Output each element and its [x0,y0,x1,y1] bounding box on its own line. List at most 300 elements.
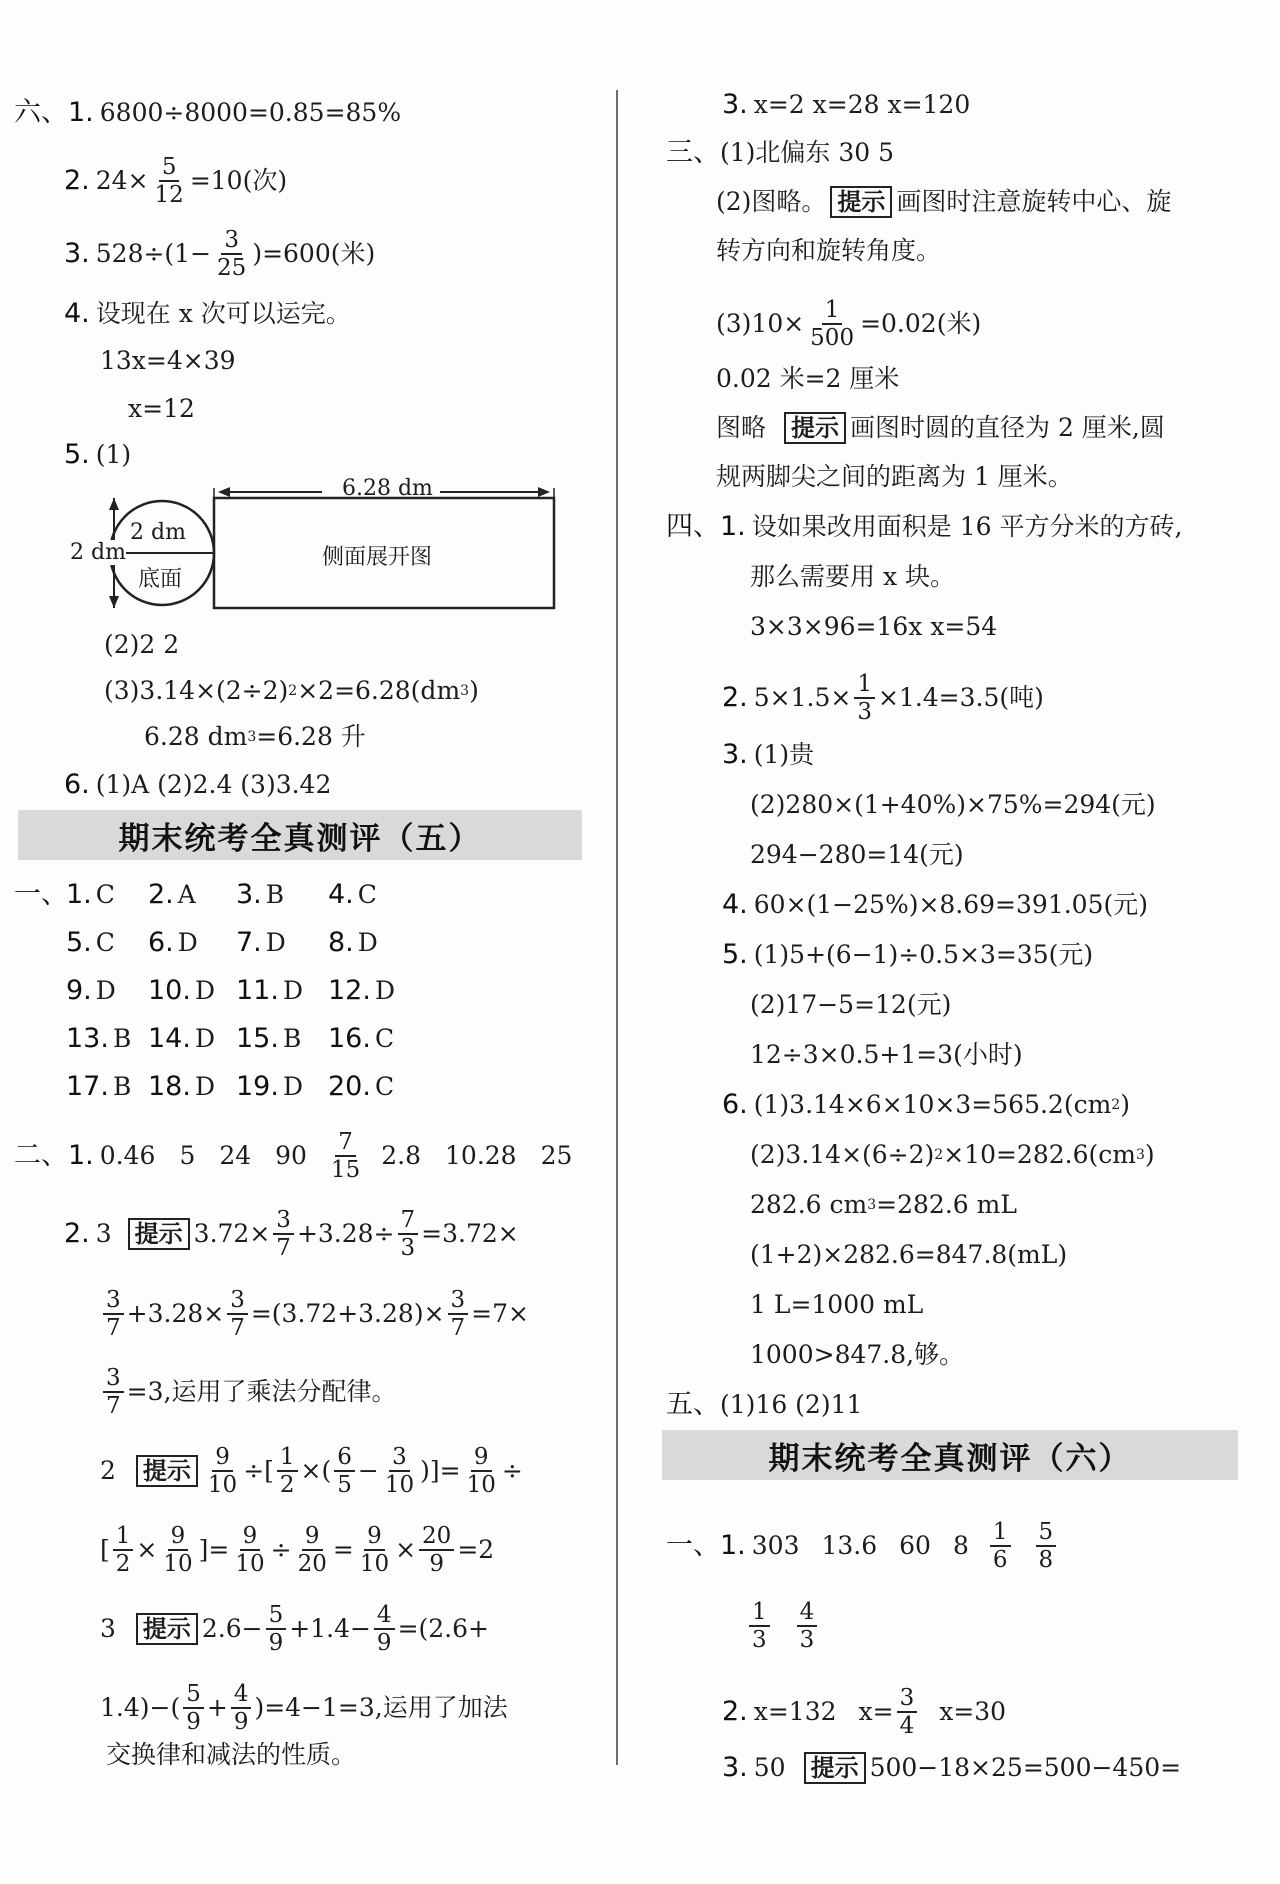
answer-value: D [194,976,215,1005]
base-label: 底面 [138,567,183,592]
frac-den: 7 [450,1315,466,1341]
answer-value: C [357,880,377,909]
item-number: 16. [328,1023,371,1054]
item-number: 3. [236,879,262,910]
arrow-up-icon [109,498,119,510]
item-number: 1. [68,97,94,128]
frac-den: 3 [799,1627,815,1653]
frac-num: 20 [419,1524,454,1551]
expr-part: (1)3.14×6×10×3=565.2(cm [753,1090,1112,1119]
expr-part: − [357,1456,379,1485]
frac-den: 10 [235,1551,265,1577]
item-text: 画图时注意旋转中心、旋 [896,187,1172,216]
answer-value: 8 [952,1531,969,1560]
item-number: 2. [722,1696,748,1727]
frac-den: 3 [857,699,872,725]
expr-part: ×1.4=3.5(吨) [877,683,1044,712]
frac-num: 7 [335,1130,356,1157]
frac-num: 5 [1036,1520,1057,1547]
fraction [990,1520,1011,1572]
equation: 12÷3×0.5+1=3(小时) [750,1040,1023,1069]
equation: 3×3×96=16x x=54 [750,612,998,641]
choice-answer [66,976,148,1006]
frac-num: 9 [212,1445,233,1472]
choice-answer [328,1072,418,1102]
p4-item6-l3 [750,1190,1017,1220]
answer-value: D [265,928,286,957]
expr-part: 1.4)−( [100,1693,181,1722]
exponent: 2 [934,1147,944,1163]
expr-part: =3,运用了乘法分配律。 [126,1377,397,1406]
item-number: 3. [722,89,748,120]
expr-part: ) [1120,1090,1130,1119]
frac-den: 9 [268,1630,284,1656]
answer-value: D [194,1024,215,1053]
section-marker: 一、 [14,879,68,910]
fraction [419,1524,454,1576]
answer-value: C [374,1072,395,1101]
frac-num: 5 [266,1603,287,1630]
hint-box: 提示 [128,1218,190,1250]
choice-answer [236,976,328,1006]
expr-part: =2 [457,1535,495,1564]
item-number: 6. [148,927,174,958]
frac-den: 25 [217,255,247,281]
fraction [382,1445,417,1497]
fraction [227,1288,248,1340]
choice-answer [236,928,328,958]
frac-den: 20 [297,1551,327,1577]
expr-part: =6.28 升 [256,722,366,751]
item-number: 1. [720,1530,746,1561]
frac-num: 1 [113,1524,134,1551]
fraction [266,1603,287,1655]
frac-den: 2 [279,1472,295,1498]
choice-answer [148,928,236,958]
q61-item1 [666,1520,1059,1572]
frac-den: 9 [429,1551,444,1577]
section-marker: 三、 [666,137,720,168]
equation: 13x=4×39 [100,346,236,375]
exponent: 3 [1135,1147,1145,1163]
expr-part: 2.6− [201,1614,263,1643]
answer-value: C [95,880,115,909]
answer-value: D [95,976,116,1005]
choice-answer [236,1024,328,1054]
frac-num: 3 [389,1445,410,1472]
item-number: 2. [64,1218,90,1249]
equation: x=132 [753,1697,837,1726]
item-text: 转方向和旋转角度。 [716,236,942,265]
height-label: 2 dm [70,540,126,565]
frac-num: 1 [822,298,843,325]
choice-answer [148,880,236,910]
exponent: 2 [288,683,298,699]
answer-value: 303 [751,1531,800,1560]
item-number: 5. [722,939,748,970]
q61-item3 [722,1752,1181,1784]
p2-item1 [14,1130,572,1182]
exponent: 3 [247,729,257,745]
item-number: 3. [722,1752,748,1783]
answer-value: D [374,976,395,1005]
p3-s1 [666,138,894,168]
item-number: 8. [328,927,354,958]
expr-part: (2)3.14×(6÷2) [750,1140,935,1169]
expr-part: =10(次) [189,166,288,195]
frac-num: 6 [334,1445,355,1472]
frac-num: 4 [231,1682,252,1709]
equation: 294−280=14(元) [750,840,964,869]
answer-value: 3 [95,1219,112,1248]
fraction [295,1524,330,1576]
fraction [273,1208,294,1260]
fraction [113,1524,134,1576]
p2-item2-b-line1 [100,1445,523,1497]
frac-num: 3 [103,1288,124,1315]
frac-num: 3 [103,1366,124,1393]
equation: x=30 [939,1697,1007,1726]
frac-num: 1 [990,1520,1011,1547]
answer-value: A [177,880,196,909]
expr-part: =(3.72+3.28)× [250,1299,445,1328]
q6-item3 [64,228,375,280]
expr-part: 528÷(1− [95,239,212,268]
frac-den: 7 [230,1315,245,1341]
p2-item2-line3 [100,1366,396,1418]
item-number: 6. [722,1089,748,1120]
item-number: 2. [64,165,90,196]
answer-value: B [112,1072,132,1101]
item-number: 2. [148,879,174,910]
item-number: 11. [236,975,279,1006]
section-marker: 五、 [666,1389,720,1420]
sub-answer [104,676,479,706]
equation: x= [858,1697,894,1726]
answer-value: C [374,1024,395,1053]
expr-part: ÷ [501,1456,523,1485]
fraction [183,1682,204,1734]
answer-value: C [95,928,115,957]
fraction [464,1445,499,1497]
frac-den: 10 [207,1472,238,1498]
answer-value: D [177,928,198,957]
fraction [103,1288,124,1340]
q6-item4 [64,299,351,329]
hint-box: 提示 [136,1613,198,1645]
cylinder-net-diagram [70,470,570,620]
item-number: 4. [64,298,90,329]
frac-den: 8 [1038,1547,1054,1573]
p2-item2-c-line1 [100,1603,489,1655]
p3-s3-note [716,412,1165,444]
expr-part: )]= [420,1456,461,1485]
item-number: 7. [236,927,262,958]
expr-part: ) [469,676,479,705]
equation: 1 L=1000 mL [750,1290,924,1319]
item-number: 4. [328,879,354,910]
item-text: (1)贵 [753,740,815,769]
item-text: (1)A (2)2.4 (3)3.42 [95,770,332,799]
p4-item4 [722,890,1148,920]
fraction [328,1130,363,1182]
frac-den: 10 [359,1551,390,1577]
choice-answers-grid [66,880,418,1102]
item-number: 9. [66,975,92,1006]
item-number: 12. [328,975,371,1006]
section-banner: 期末统考全真测评（六） [662,1430,1238,1480]
frac-den: 7 [276,1235,291,1261]
choice-answer [148,976,236,1006]
expr-part: ×( [300,1456,332,1485]
frac-num: 9 [471,1445,492,1472]
expr-part: +3.28× [126,1299,225,1328]
equation: 60×(1−25%)×8.69=391.05(元) [753,890,1148,919]
answer-value: 10.28 [445,1141,517,1170]
expr-part: ÷[ [243,1456,274,1485]
p2-item2-b-line2 [100,1524,494,1576]
expr-part: × [136,1535,158,1564]
item-number: 3. [722,739,748,770]
answer-value: D [194,1072,215,1101]
top-item3 [722,90,970,120]
item-number: 5. [64,439,90,470]
answer-value: 13.6 [821,1531,878,1560]
fraction [214,228,249,280]
expr-part: = [332,1535,354,1564]
item-text: (1)北偏东 30 5 [720,138,895,167]
answer-value: 2.8 [381,1141,422,1170]
answer-value: B [112,1024,132,1053]
answer-value: 25 [540,1141,573,1170]
equation: 500−18×25=500−450= [869,1753,1182,1782]
item-text: 0.02 米=2 厘米 [716,364,900,393]
fraction [398,1208,419,1260]
expr-part: + [206,1693,228,1722]
fraction [205,1445,240,1497]
answer-value: B [282,1024,302,1053]
frac-num: 3 [221,228,242,255]
frac-den: 2 [115,1551,131,1577]
fraction [231,1682,252,1734]
frac-num: 7 [398,1208,419,1235]
fraction [160,1524,195,1576]
p5 [666,1390,862,1420]
expr-part: 3.72× [193,1219,271,1248]
frac-den: 5 [337,1472,352,1498]
frac-den: 500 [810,325,855,351]
expr-part: ×2=6.28(dm [297,676,461,705]
arrow-left-icon [218,487,230,497]
item-text: 那么需要用 x 块。 [750,562,955,591]
answer-value: D [357,928,378,957]
frac-den: 3 [400,1235,416,1261]
column-divider [616,90,618,1765]
fraction [854,672,875,724]
frac-den: 15 [330,1157,361,1183]
section-marker: 一、 [666,1530,720,1561]
fraction [374,1603,395,1655]
fraction [232,1524,267,1576]
expr-part: =7× [471,1299,529,1328]
equation: (1+2)×282.6=847.8(mL) [750,1240,1068,1269]
fraction [152,155,187,207]
choice-answer [148,1072,236,1102]
fraction [357,1524,392,1576]
choice-answer [66,880,148,910]
answer-value: 5 [179,1141,196,1170]
fraction [749,1600,770,1652]
sub-answer [144,722,366,752]
frac-den: 3 [752,1627,767,1653]
expr-part: [ [100,1535,110,1564]
fraction [897,1686,918,1738]
item-number: 1. [68,1140,94,1171]
fraction [334,1445,355,1497]
item-number: 14. [148,1023,191,1054]
q6-item6 [64,770,331,800]
q61-item1-line2 [746,1600,820,1652]
expr-part: (3)3.14×(2÷2) [104,676,289,705]
answer-value: 24 [219,1141,252,1170]
expr-part: =(2.6+ [397,1614,489,1643]
p4-item6-l2 [750,1140,1155,1170]
p2-item2-c-line2 [100,1682,508,1734]
equation: (2)280×(1+40%)×75%=294(元) [750,790,1156,819]
expr-part: 24× [95,166,149,195]
item-number: 15. [236,1023,279,1054]
p3-s2 [716,186,1171,218]
item-number: 2. [722,682,748,713]
expr-part: ]= [198,1535,230,1564]
hint-box: 提示 [136,1455,198,1487]
section-marker: 二、 [14,1140,68,1171]
answer-value: B [265,880,285,909]
hint-box: 提示 [830,186,892,218]
frac-num: 1 [277,1445,298,1472]
item-text: 6800÷8000=0.85=85% [99,98,402,127]
p1-marker-line [14,880,68,910]
equation: (1)5+(6−1)÷0.5×3=35(元) [753,940,1094,969]
explanation-text: 交换律和减法的性质。 [106,1740,357,1769]
frac-den: 10 [466,1472,496,1498]
expr-part: )=600(米) [252,239,376,268]
equation: 1000>847.8,够。 [750,1340,965,1369]
fraction [1036,1520,1057,1572]
answer-value: 3 [100,1614,116,1643]
frac-den: 10 [384,1472,415,1498]
choice-answer [328,880,418,910]
item-number: 17. [66,1071,109,1102]
frac-num: 4 [374,1603,395,1630]
frac-num: 1 [749,1600,770,1627]
expr-part: =0.02(米) [860,309,982,338]
expr-part: ×10=282.6(cm [943,1140,1136,1169]
choice-answer [328,976,418,1006]
frac-num: 5 [159,155,180,182]
frac-den: 4 [899,1713,915,1739]
expr-part: )=4−1=3,运用了加法 [254,1693,508,1722]
expr-part: 6.28 dm [144,722,248,751]
answer-value: 2 [100,1456,116,1485]
frac-den: 6 [992,1547,1008,1573]
hint-box: 提示 [784,412,846,444]
expr-part: ) [1144,1140,1155,1169]
item-text: 设现在 x 次可以运完。 [95,299,351,328]
expr-part: ÷ [270,1535,292,1564]
frac-num: 9 [240,1524,261,1551]
q6-item2 [64,155,287,207]
section-marker: 六、 [14,97,68,128]
choice-answer [148,1024,236,1054]
frac-num: 3 [897,1686,918,1713]
q6-item5 [64,440,131,470]
choice-answer [328,1024,418,1054]
item-number: 1. [66,879,92,910]
item-number: 20. [328,1071,371,1102]
answer-value: D [282,976,303,1005]
fraction [797,1600,818,1652]
frac-den: 12 [154,182,184,208]
item-number: 10. [148,975,191,1006]
frac-num: 5 [183,1682,204,1709]
expr-part: +1.4− [289,1614,371,1643]
choice-answer [236,880,328,910]
exponent: 3 [460,683,470,699]
frac-num: 3 [227,1288,248,1315]
item-number: 1. [720,511,746,542]
item-text: x=2 x=28 x=120 [753,90,971,119]
item-number: 5. [66,927,92,958]
choice-answer [236,1072,328,1102]
frac-num: 3 [448,1288,469,1315]
arrow-down-icon [109,596,119,608]
p4-item5 [722,940,1093,970]
equation: (2)17−5=12(元) [750,990,952,1019]
frac-den: 10 [163,1551,193,1577]
item-text: (1)16 (2)11 [720,1390,863,1419]
item-number: 18. [148,1071,191,1102]
p4-item6 [722,1090,1130,1120]
item-number: 4. [722,889,748,920]
answer-value: 0.46 [99,1141,156,1170]
equation: x=12 [128,394,195,423]
item-number: 19. [236,1071,279,1102]
frac-den: 7 [106,1315,121,1341]
item-number: 3. [64,238,90,269]
answer-value: 90 [275,1141,307,1170]
item-number: 13. [66,1023,109,1054]
frac-den: 9 [233,1709,249,1735]
lateral-label: 侧面展开图 [322,545,433,570]
section-banner: 期末统考全真测评（五） [18,810,582,860]
p4-item3 [722,740,814,770]
diameter-label: 2 dm [130,520,186,545]
fraction [807,298,857,350]
fraction [103,1366,124,1418]
p2-item2-line2 [100,1288,529,1340]
item-number: 6. [64,769,90,800]
exponent: 2 [1111,1097,1121,1113]
frac-num: 3 [273,1208,294,1235]
expr-part: (3)10× [716,309,805,338]
expr-part: +3.28÷ [296,1219,395,1248]
item-text: (2)图略。 [716,187,827,216]
p3-s3 [716,298,981,350]
width-label: 6.28 dm [342,476,433,501]
answer-value: 50 [753,1753,786,1782]
answer-value: 60 [899,1531,931,1560]
